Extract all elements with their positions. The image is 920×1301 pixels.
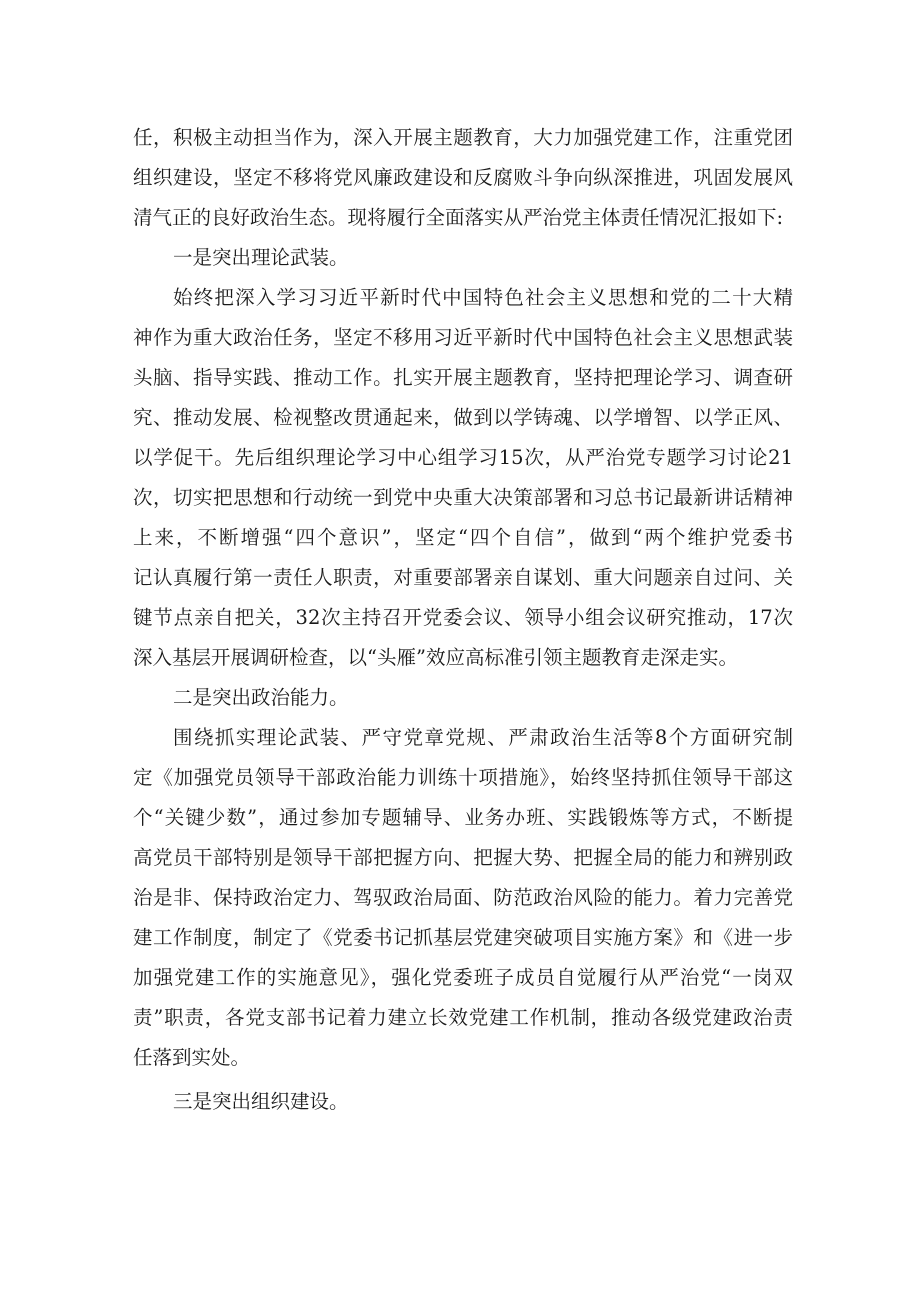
text-line: 清气正的良好政治生态。现将履行全面落实从严治党主体责任情况汇报如下:	[133, 206, 784, 229]
heading-text: 一是突出理论武装。	[173, 246, 349, 269]
text-line: 建工作制度，制定了《党委书记抓基层党建突破项目实施方案》和《进一步	[133, 926, 793, 949]
heading-text: 三是突出组织建设。	[173, 1090, 349, 1113]
text-line: 上来，不断增强“四个意识”，坚定“四个自信”，做到“两个维护党委书	[133, 526, 793, 549]
text-line: 始终把深入学习习近平新时代中国特色社会主义思想和党的二十大精	[173, 286, 793, 309]
paragraph-intro	[133, 118, 793, 238]
paragraph-theory	[133, 278, 793, 678]
section-heading-theory	[133, 238, 793, 278]
text-line: 任落到实处。	[133, 1046, 251, 1069]
text-line: 责”职责，各党支部书记着力建立长效党建工作机制，推动各级党建政治责	[133, 1006, 793, 1029]
paragraph-political	[133, 718, 793, 1078]
text-line: 定《加强党员领导干部政治能力训练十项措施》，始终坚持抓住领导干部这	[133, 766, 793, 789]
text-line: 治是非、保持政治定力、驾驭政治局面、防范政治风险的能力。着力完善党	[133, 886, 793, 909]
document-body	[133, 118, 793, 1122]
text-line: 究、推动发展、检视整改贯通起来，做到以学铸魂、以学增智、以学正风、	[133, 406, 793, 429]
text-line: 次，切实把思想和行动统一到党中央重大决策部署和习总书记最新讲话精神	[133, 486, 793, 509]
section-heading-organization	[133, 1082, 793, 1122]
text-line: 神作为重大政治任务，坚定不移用习近平新时代中国特色社会主义思想武装	[133, 326, 793, 349]
text-line: 以学促干。先后组织理论学习中心组学习15次，从严治党专题学习讨论21	[133, 446, 793, 469]
text-line: 围绕抓实理论武装、严守党章党规、严肃政治生活等8个方面研究制	[173, 726, 793, 749]
text-line: 深入基层开展调研检查，以“头雁”效应高标准引领主题教育走深走实。	[133, 646, 738, 669]
text-line: 高党员干部特别是领导干部把握方向、把握大势、把握全局的能力和辨别政	[133, 846, 793, 869]
heading-text: 二是突出政治能力。	[173, 686, 349, 709]
section-heading-political	[133, 678, 793, 718]
text-line: 记认真履行第一责任人职责，对重要部署亲自谋划、重大问题亲自过问、关	[133, 566, 793, 589]
text-line: 组织建设，坚定不移将党风廉政建设和反腐败斗争向纵深推进，巩固发展风	[133, 166, 793, 189]
text-line: 个“关键少数”，通过参加专题辅导、业务办班、实践锻炼等方式，不断提	[133, 806, 793, 829]
text-line: 头脑、指导实践、推动工作。扎实开展主题教育，坚持把理论学习、调查研	[133, 366, 793, 389]
text-line: 加强党建工作的实施意见》，强化党委班子成员自觉履行从严治党“一岗双	[133, 966, 793, 989]
text-line: 任，积极主动担当作为，深入开展主题教育，大力加强党建工作，注重党团	[133, 126, 793, 149]
text-line: 键节点亲自把关，32次主持召开党委会议、领导小组会议研究推动，17次	[133, 606, 793, 629]
